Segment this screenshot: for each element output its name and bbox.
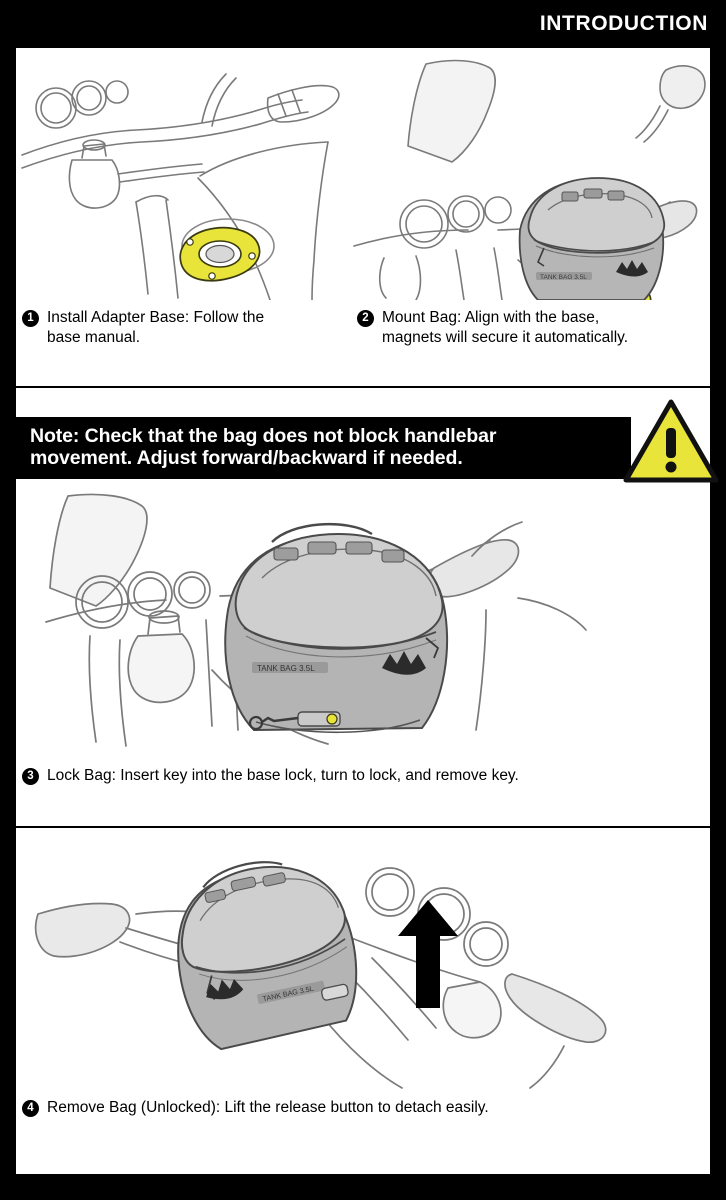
- step-2-text-line-2: magnets will secure it automatically.: [382, 329, 629, 347]
- note-line-2: movement. Adjust forward/backward if needed.: [30, 447, 463, 469]
- divider-2: [16, 826, 710, 828]
- warning-triangle-icon: [623, 398, 719, 486]
- page-edge-left: [0, 0, 16, 1200]
- step-1-text-line-1: Install Adapter Base: Follow the: [47, 309, 265, 326]
- page-title: INTRODUCTION: [539, 12, 708, 35]
- step-3-caption: [22, 766, 662, 786]
- note-line-1: Note: Check that the bag does not block handlebar: [30, 425, 497, 448]
- step-1-text-line-2: base manual.: [47, 329, 141, 347]
- footer-bar: [0, 1174, 726, 1200]
- step-1-illustration: [16, 50, 346, 300]
- step-2-illustration: [348, 50, 710, 300]
- step-3-text-line-1: Lock Bag: Insert key into the base lock, turn to lock, and remove key.: [47, 767, 519, 784]
- step-2-caption: [357, 308, 707, 349]
- step-4-text-line-1: Remove Bag (Unlocked): Lift the release button to detach easily.: [47, 1099, 489, 1116]
- step-4-illustration: [16, 840, 710, 1090]
- step-4-number: 4: [22, 1100, 39, 1117]
- step-2-number: 2: [357, 310, 374, 327]
- svg-text:TANK BAG 3.5L: TANK BAG 3.5L: [540, 274, 587, 281]
- svg-text:TANK BAG 3.5L: TANK BAG 3.5L: [261, 983, 315, 1004]
- note-banner: [16, 417, 631, 479]
- step-3-number: 3: [22, 768, 39, 785]
- step-1-number: 1: [22, 310, 39, 327]
- page-edge-right: [710, 0, 726, 1200]
- svg-text:TANK BAG 3.5L: TANK BAG 3.5L: [257, 664, 315, 673]
- step-3-illustration: [16, 490, 710, 750]
- step-4-caption: [22, 1098, 662, 1118]
- divider-1: [16, 386, 710, 388]
- step-2-text-line-1: Mount Bag: Align with the base,: [382, 309, 600, 326]
- step-1-caption: [22, 308, 338, 349]
